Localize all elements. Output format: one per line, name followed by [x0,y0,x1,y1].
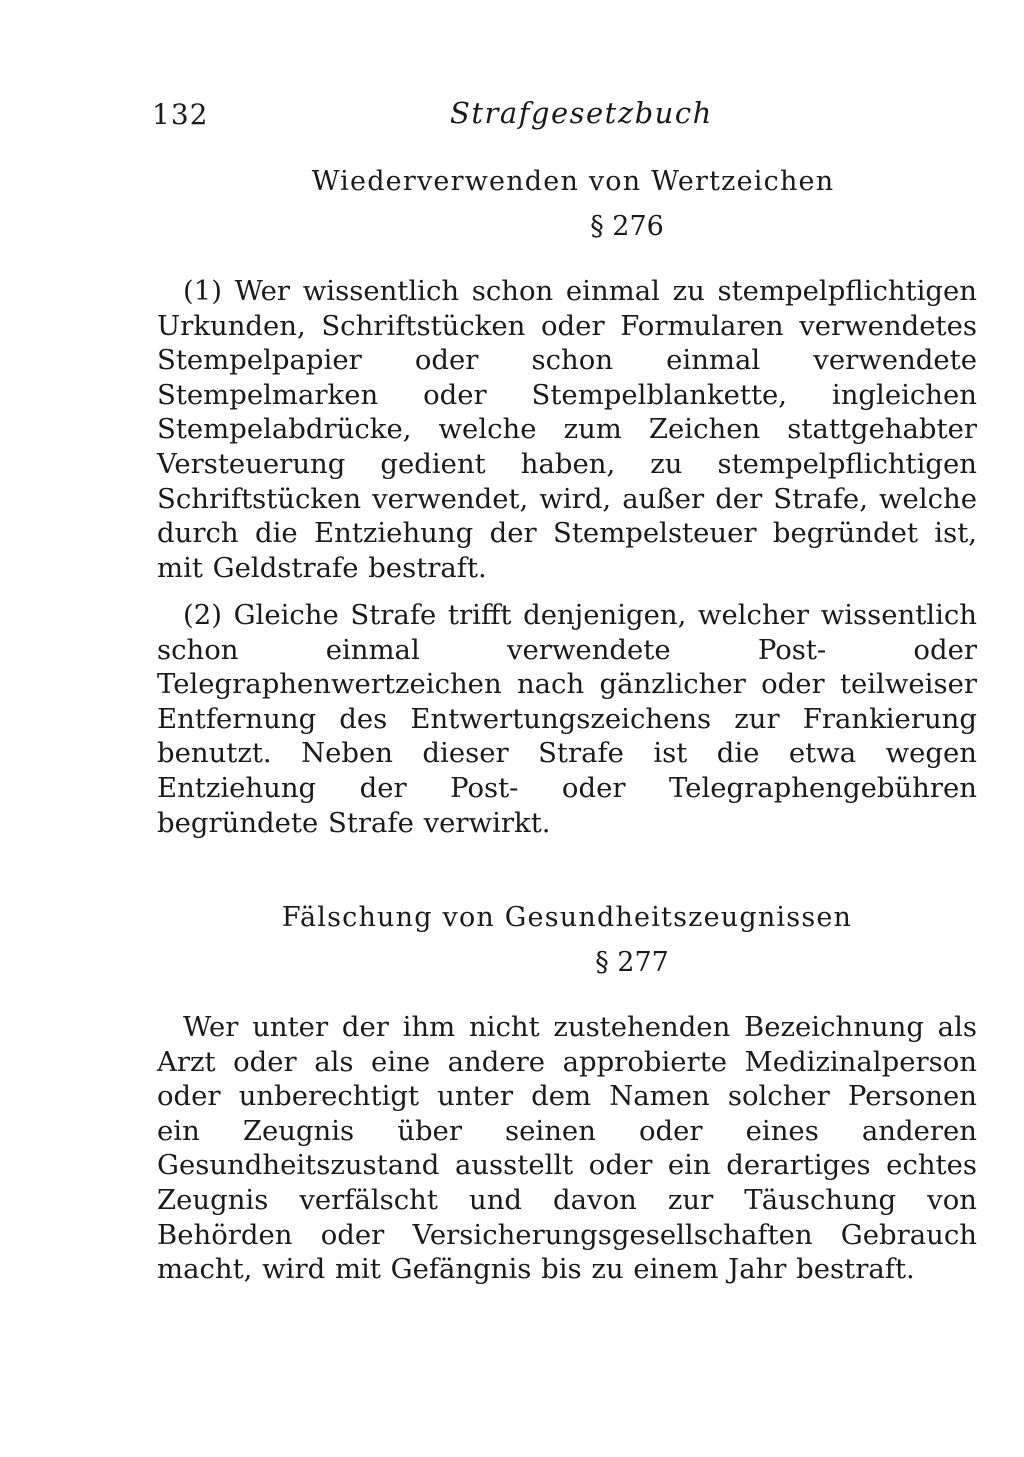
paragraph: (1) Wer wissentlich schon einmal zu stempelpflichtigen Urkunden, Schriftstücken oder Formularen verwendetes Stempelpapier oder schon einmal verwendete Stempelmarken oder Stempelblankette, ingleichen Stempelabdrücke, welche zum Zeichen stattgehabter Versteuerung gedient haben, zu stempelpflichtigen Schriftstücken verwendet, wird, außer der Strafe, welche durch die Entziehung der Stempelsteuer begründet ist, mit Geldstrafe bestraft. [157,275,977,584]
section-number: § 277 [595,947,669,978]
paragraph: (2) Gleiche Strafe trifft denjenigen, welcher wissentlich schon einmal verwendete Post- oder Telegraphenwertzeichen nach gänzlicher oder teilweiser Entfernung des Entwertungszeichens zur Frankierung benutzt. Neben dieser Strafe ist die etwa wegen Entziehung der Post- oder Telegraphengebühren begründete Strafe verwirkt. [157,599,977,839]
page-number: 132 [152,98,209,131]
section-277 [157,902,977,1286]
paragraph: Wer unter der ihm nicht zustehenden Bezeichnung als Arzt oder als eine andere approbierte Medizinalperson oder unberechtigt unter dem Namen solcher Personen ein Zeugnis über seinen oder eines anderen Gesundheitszustand ausstellt oder ein derartiges echtes Zeugnis verfälscht und davon zur Täuschung von Behörden oder Versicherungsgesellschaften Gebrauch macht, wird mit Gefängnis bis zu einem Jahr bestraft. [157,1011,977,1286]
section-heading: Wiederverwenden von Wertzeichen [311,166,835,197]
section-heading: Fälschung von Gesundheitszeugnissen [281,902,853,933]
section-number: § 276 [590,211,664,242]
section-276 [157,166,977,839]
running-title: Strafgesetzbuch [450,96,713,130]
